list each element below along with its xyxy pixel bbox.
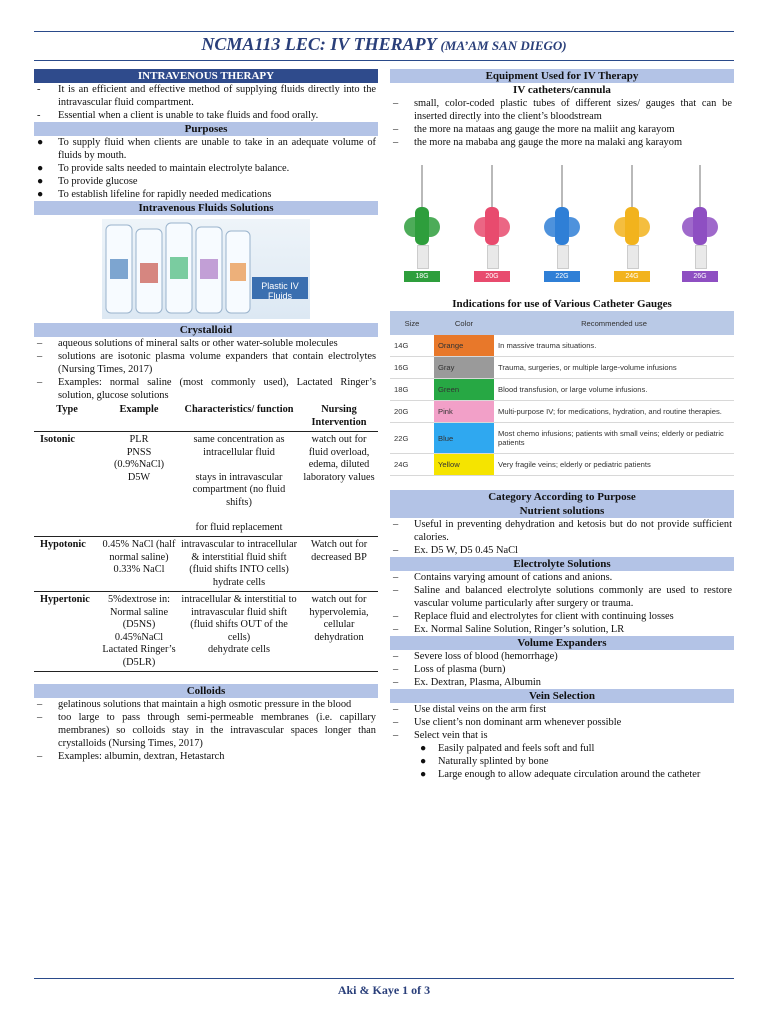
solutions-heading: Intravenous Fluids Solutions	[34, 201, 378, 215]
left-column	[34, 69, 378, 763]
gauge-th-color: Color	[434, 311, 494, 335]
list-item: – solutions are isotonic plasma volume expanders that contain electrolytes (Nursing Times, 2017)	[37, 351, 376, 375]
cell-example: PLR PNSS (0.9%NaCl) D5W	[113, 434, 165, 483]
gauge-size: 22G	[390, 423, 434, 454]
list-item: – Ex. D5 W, D5 0.45 NaCl	[393, 545, 518, 556]
gauge-size: 24G	[390, 454, 434, 476]
list-item: – Contains varying amount of cations and anions.	[393, 572, 613, 583]
right-column	[390, 69, 734, 781]
list-item: ● To provide salts needed to maintain electrolyte balance.	[37, 163, 290, 174]
indications-heading: Indications for use of Various Catheter Gauges	[452, 298, 672, 310]
th-intervention: Nursing Intervention	[300, 402, 378, 432]
iv-fluids-image	[102, 219, 310, 319]
th-type: Type	[34, 402, 100, 432]
gauge-size: 18G	[390, 379, 434, 401]
table-header-row	[34, 402, 378, 432]
th-example: Example	[100, 402, 178, 432]
cell-intervention: Watch out for decreased BP	[300, 537, 378, 592]
volume-list	[390, 650, 734, 689]
catheter-26g: 26G	[680, 165, 720, 283]
title-subtitle: (MA’AM SAN DIEGO)	[440, 38, 567, 53]
gauge-size: 14G	[390, 335, 434, 357]
cell-characteristics: intravascular to intracellular & interstitial fluid shift (fluid shifts INTO cells) hydrate cells	[178, 537, 300, 592]
crystalloid-types-table	[34, 402, 378, 671]
crystalloid-list	[34, 337, 378, 402]
iv-bags-illustration	[102, 219, 310, 319]
list-item: – Ex. Normal Saline Solution, Ringer’s solution, LR	[393, 624, 625, 635]
table-row	[390, 335, 734, 357]
table-row	[390, 357, 734, 379]
gauge-use: In massive trauma situations.	[494, 335, 734, 357]
iv-therapy-list	[34, 83, 378, 122]
crystalloid-heading: Crystalloid	[34, 323, 378, 337]
list-item: ● To provide glucose	[37, 176, 138, 187]
table-row	[390, 423, 734, 454]
gauge-color: Gray	[434, 357, 494, 379]
cell-example: 5%dextrose in: Normal saline (D5NS) 0.45%NaCl Lactated Ringer’s (D5LR)	[100, 592, 178, 672]
gauge-th-use: Recommended use	[494, 311, 734, 335]
equipment-heading: Equipment Used for IV Therapy	[390, 69, 734, 83]
catheter-18g: 18G	[402, 165, 442, 283]
table-row	[34, 592, 378, 672]
gauge-header-row	[390, 311, 734, 335]
vein-heading: Vein Selection	[390, 689, 734, 703]
cell-characteristics: intracellular & interstitial to intravascular fluid shift (fluid shifts OUT of the cells) dehydrate cells	[178, 592, 300, 672]
cell-intervention: watch out for hypervolemia, cellular dehydration	[300, 592, 378, 672]
gauge-use: Blood transfusion, or large volume infusions.	[494, 379, 734, 401]
catheters-heading: IV catheters/cannula	[513, 84, 611, 96]
nutrient-list	[390, 518, 734, 557]
cell-type: Isotonic	[40, 434, 75, 445]
list-item: – too large to pass through semi-permeable membranes (i.e. capillary membranes) so colloids stay in the intravascular spaces longer than crystalloids (Nursing Times, 2017)	[37, 712, 376, 749]
cell-example: 0.45% NaCl (half normal saline) 0.33% NaCl	[100, 537, 178, 592]
cell-intervention: watch out for fluid overload, edema, diluted laboratory values	[303, 434, 375, 483]
top-rule	[34, 31, 734, 32]
cell-characteristics: same concentration as intracellular fluid stays in intravascular compartment (no fluid shifts) for fluid replacement	[192, 434, 286, 533]
electrolyte-heading: Electrolyte Solutions	[390, 557, 734, 571]
vein-list	[390, 703, 734, 781]
title-main: NCMA113 LEC: IV THERAPY	[201, 34, 436, 54]
gauge-table	[390, 311, 734, 476]
list-item: – Select vein that is	[393, 730, 488, 741]
gauge-color: Orange	[434, 335, 494, 357]
purposes-list	[34, 136, 378, 201]
list-item: – aqueous solutions of mineral salts or other water-soluble molecules	[37, 338, 338, 349]
table-row	[390, 454, 734, 476]
list-item: – Saline and balanced electrolyte solutions commonly are used to restore vascular volume particularly after surgery or trauma.	[393, 585, 732, 609]
iv-therapy-heading: INTRAVENOUS THERAPY	[34, 69, 378, 83]
page-footer: Aki & Kaye 1 of 3	[337, 983, 431, 997]
list-item: – Replace fluid and electrolytes for client with continuing losses	[393, 611, 674, 622]
th-characteristics: Characteristics/ function	[178, 402, 300, 432]
image-caption: Plastic IV Fluids	[261, 281, 299, 301]
list-item: – Loss of plasma (burn)	[393, 664, 506, 675]
list-item: ● Easily palpated and feels soft and full	[420, 743, 595, 754]
category-heading: Category According to Purpose	[390, 490, 734, 504]
list-item: – Examples: normal saline (most commonly used), Lactated Ringer’s solution, glucose solutions	[37, 377, 376, 401]
cell-type: Hypertonic	[34, 592, 100, 672]
list-item: – gelatinous solutions that maintain a high osmotic pressure in the blood	[37, 699, 352, 710]
list-item: ● Naturally splinted by bone	[420, 756, 549, 767]
iv-catheters-image	[390, 159, 734, 289]
list-item: – Useful in preventing dehydration and ketosis but do not provide sufficient calories.	[393, 519, 732, 543]
catheters-list	[390, 97, 734, 149]
gauge-th-size: Size	[390, 311, 434, 335]
list-item: – Severe loss of blood (hemorrhage)	[393, 651, 558, 662]
list-item: – small, color-coded plastic tubes of different sizes/ gauges that can be inserted directly into the client’s bloodstream	[393, 98, 732, 122]
list-item: – the more na mataas ang gauge the more na maliit ang karayom	[393, 124, 675, 135]
gauge-use: Multi-purpose IV; for medications, hydration, and routine therapies.	[494, 401, 734, 423]
colloids-heading: Colloids	[34, 684, 378, 698]
footer-rule	[34, 978, 734, 979]
purposes-heading: Purposes	[34, 122, 378, 136]
table-row	[34, 537, 378, 592]
gauge-use: Trauma, surgeries, or multiple large-volume infusions	[494, 357, 734, 379]
list-item: ● To supply fluid when clients are unable to take in an adequate volume of fluids by mouth.	[37, 137, 376, 161]
gauge-color: Pink	[434, 401, 494, 423]
gauge-color: Yellow	[434, 454, 494, 476]
gauge-use: Most chemo infusions; patients with small veins; elderly or pediatric patients	[494, 423, 734, 454]
list-item: – Use client’s non dominant arm whenever possible	[393, 717, 622, 728]
cell-type: Hypotonic	[34, 537, 100, 592]
title-rule	[34, 60, 734, 61]
table-row	[390, 379, 734, 401]
list-item: – Examples: albumin, dextran, Hetastarch	[37, 751, 225, 762]
page-title	[0, 34, 768, 55]
volume-heading: Volume Expanders	[390, 636, 734, 650]
catheter-24g: 24G	[612, 165, 652, 283]
table-row	[390, 401, 734, 423]
gauge-color: Green	[434, 379, 494, 401]
catheter-20g: 20G	[472, 165, 512, 283]
list-item: ● Large enough to allow adequate circulation around the catheter	[420, 769, 701, 780]
list-item: ● To establish lifeline for rapidly needed medications	[37, 189, 272, 200]
colloids-list	[34, 698, 378, 763]
list-item: – Ex. Dextran, Plasma, Albumin	[393, 677, 541, 688]
table-row	[34, 432, 378, 537]
nutrient-heading: Nutrient solutions	[390, 504, 734, 518]
electrolyte-list	[390, 571, 734, 636]
gauge-size: 16G	[390, 357, 434, 379]
list-item: – Use distal veins on the arm first	[393, 704, 547, 715]
gauge-use: Very fragile veins; elderly or pediatric patients	[494, 454, 734, 476]
list-item: – the more na mababa ang gauge the more na malaki ang karayom	[393, 137, 683, 148]
catheter-22g: 22G	[542, 165, 582, 283]
list-item: - Essential when a client is unable to take fluids and food orally.	[37, 110, 319, 121]
gauge-color: Blue	[434, 423, 494, 454]
list-item: - It is an efficient and effective method of supplying fluids directly into the intravascular fluid compartment.	[37, 84, 376, 108]
gauge-size: 20G	[390, 401, 434, 423]
